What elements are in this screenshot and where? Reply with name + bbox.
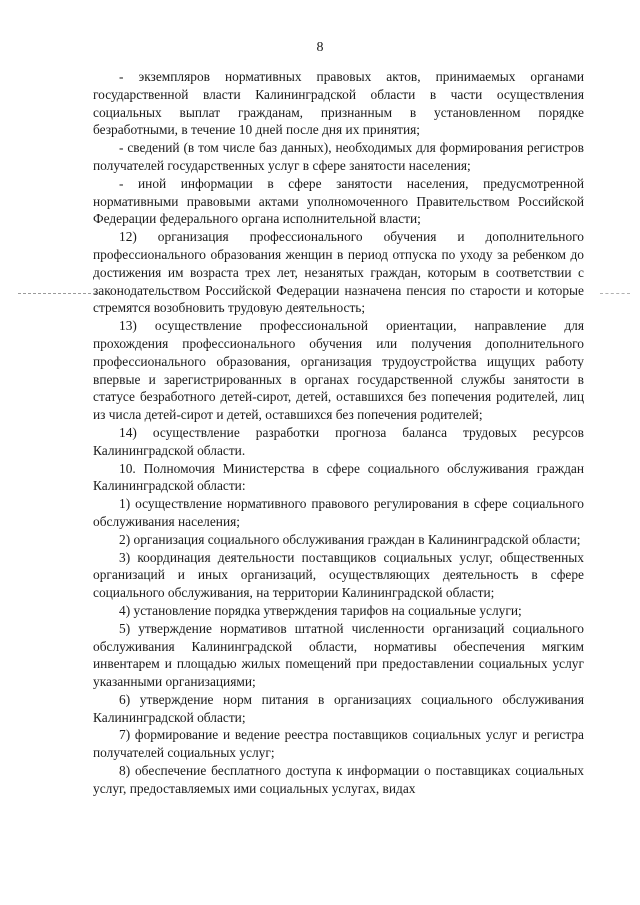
paragraph: 3) координация деятельности поставщиков социальных услуг, общественных организаций и иных организаций, осуществляющих деятельность в сфере социального обслуживания, на территории Калининградской области; xyxy=(93,549,584,601)
paragraph: 8) обеспечение бесплатного доступа к информации о поставщиках социальных услуг, предоставляемых ими социальных услугах, видах xyxy=(93,763,584,796)
scan-mark-right xyxy=(600,293,630,294)
paragraph: 7) формирование и ведение реестра поставщиков социальных услуг и регистра получателей социальных услуг; xyxy=(93,727,584,761)
paragraph: - иной информации в сфере занятости населения, предусмотренной нормативными правовыми актами уполномоченного Правительством Российской Федерации федерального органа исполнительной власти; xyxy=(93,175,584,227)
paragraph: 6) утверждение норм питания в организациях социального обслуживания Калининградской области; xyxy=(93,691,584,725)
page-number: 8 xyxy=(316,40,324,55)
paragraph: - экземпляров нормативных правовых актов, принимаемых органами государственной власти Калининградской области в части осуществления социальных выплат гражданам, признанным в установленном порядке безработными, в течение 10 дней после дня их принятия; xyxy=(93,69,584,138)
document-body xyxy=(93,68,584,798)
paragraph: 4) установление порядка утверждения тарифов на социальные услуги; xyxy=(119,602,522,618)
paragraph: 12) организация профессионального обучения и дополнительного профессионального образования женщин в период отпуска по уходу за ребенком до достижения им возраста трех лет, незанятых граждан, которым в соответствии с законодательством Российской Федерации назначена пенсия по старости и которые стремятся возобновить трудовую деятельность; xyxy=(93,229,584,316)
paragraph: 14) осуществление разработки прогноза баланса трудовых ресурсов Калининградской области. xyxy=(93,424,584,458)
paragraph: 13) осуществление профессиональной ориентации, направление для прохождения профессионального обучения или получения дополнительного профессионального образования, организация трудоустройства ищущих работу впервые и зарегистрированных в органах государственной службы занятости в статусе безработного детей-сирот, детей, оставшихся без попечения родителей, лиц из числа детей-сирот и детей, оставшихся без попечения родителей; xyxy=(93,318,584,423)
scan-mark-left xyxy=(18,293,96,294)
paragraph: - сведений (в том числе баз данных), необходимых для формирования регистров получателей государственных услуг в сфере занятости населения; xyxy=(93,140,584,173)
paragraph: 5) утверждение нормативов штатной численности организаций социального обслуживания Калининградской области, нормативы обеспечения мягким инвентарем и площадью жилых помещений при предоставлении социальных услуг указанными организациями; xyxy=(93,620,584,690)
paragraph: 2) организация социального обслуживания граждан в Калининградской области; xyxy=(119,531,581,547)
paragraph: 1) осуществление нормативного правового регулирования в сфере социального обслуживания населения; xyxy=(93,496,584,529)
paragraph: 10. Полномочия Министерства в сфере социального обслуживания граждан Калининградской области: xyxy=(93,460,584,494)
